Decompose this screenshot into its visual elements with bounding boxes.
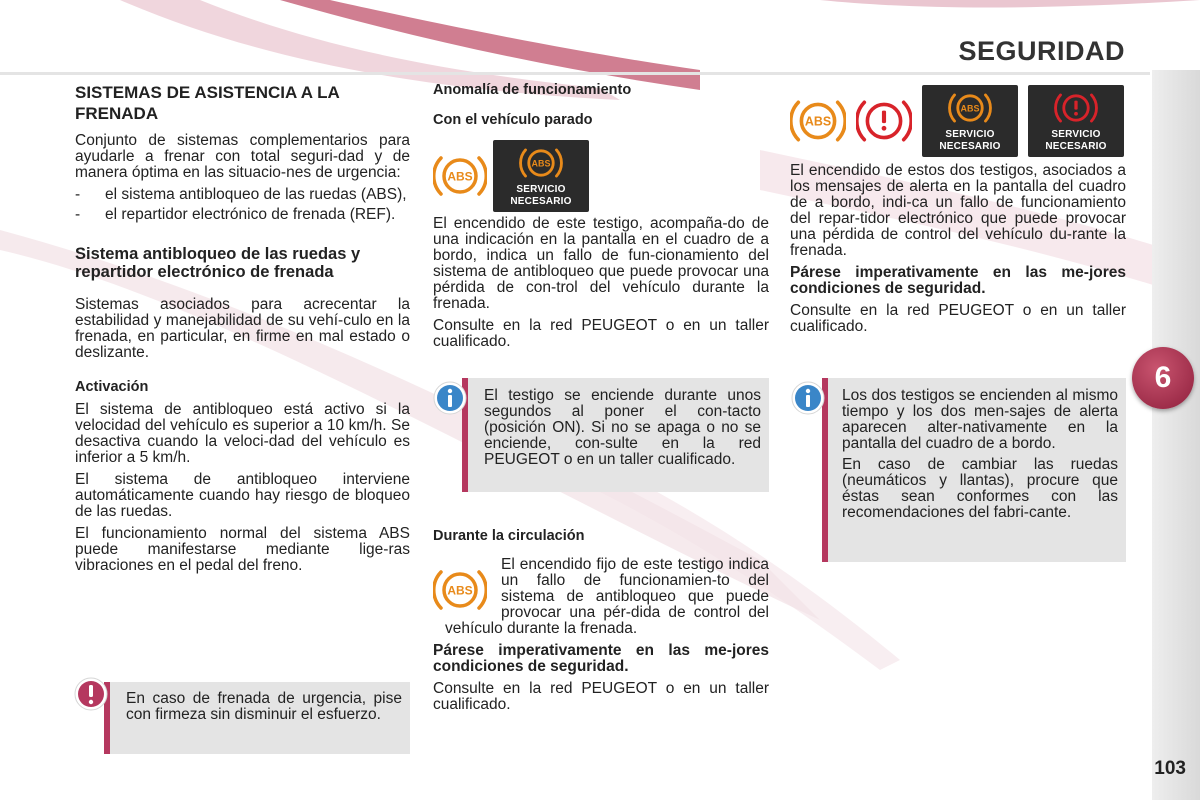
info-note	[462, 378, 769, 492]
svg-text:ABS: ABS	[804, 114, 832, 129]
warning-icon-row	[790, 85, 1126, 157]
svg-text:ABS: ABS	[531, 158, 551, 169]
info-note-text: En caso de cambiar las ruedas (neumáticos y llantas), procure que éstas sean conformes con las recomendaciones del fabri-cante.	[842, 456, 1118, 521]
chapter-tab[interactable]: 6	[1132, 347, 1194, 409]
system-list	[75, 187, 410, 223]
activation-paragraph: El sistema de antibloqueo está activo si la velocidad del vehículo es superior a 10 km/h. Se desactiva cuando la veloci-dad del vehículo es inferior a 5 km/h.	[75, 401, 410, 466]
abs-warning-icon	[433, 563, 487, 617]
column-3	[790, 82, 1126, 341]
intro-paragraph: Conjunto de sistemas complementarios para ayudarle a frenar con total seguri-dad y de manera óptima en las situacio-nes de urgencia:	[75, 132, 410, 181]
servicio-necesario-abs-badge	[493, 140, 589, 212]
ref-paragraph: El encendido de estos dos testigos, asociados a los mensajes de alerta en la pantalla del cuadro de a bordo, indi-ca un fallo de funcionamiento del repar-tidor electrónico que puede provocar una pérdida de control del vehículo du-rante la frenada.	[790, 162, 1126, 259]
info-icon	[433, 381, 467, 415]
parked-icon-row	[433, 140, 769, 212]
info-icon	[791, 381, 825, 415]
info-note-text: Los dos testigos se encienden al mismo tiempo y los dos men-sajes de alerta aparecen alter-nativamente en la pantalla del cuadro de a bordo.	[842, 387, 1118, 452]
driving-stop-warning: Párese imperativamente en las me-jores condiciones de seguridad.	[433, 642, 769, 675]
systems-paragraph: Sistemas asociados para acrecentar la estabilidad y manejabilidad de su vehí-culo en la frenada, en particular, en firme en mal estado o deslizante.	[75, 296, 410, 361]
section-heading: SISTEMAS DE ASISTENCIA A LA FRENADA	[75, 83, 340, 123]
warning-note-text: En caso de frenada de urgencia, pise con firmeza sin disminuir el esfuerzo.	[126, 690, 402, 723]
list-item: - el sistema antibloqueo de las ruedas (ABS),	[75, 187, 410, 203]
badge-label-line1: SERVICIO	[945, 129, 995, 140]
list-item: - el repartidor electrónico de frenada (REF).	[75, 207, 410, 223]
parked-consult: Consulte en la red PEUGEOT o en un taller cualificado.	[433, 317, 769, 350]
svg-text:ABS: ABS	[447, 169, 473, 184]
ref-stop-warning: Párese imperativamente en las me-jores condiciones de seguridad.	[790, 264, 1126, 297]
parked-paragraph: El encendido de este testigo, acompaña-do de una indicación en la pantalla en el cuadro de a bordo, indica un fallo de fun-cionamiento del sistema de antibloqueo que puede provocar una pérdida de con-trol del vehículo durante la frenada.	[433, 215, 769, 312]
servicio-necesario-brake-badge	[1028, 85, 1124, 157]
badge-label-line2: NECESARIO	[939, 141, 1001, 152]
badge-label-line1: SERVICIO	[516, 184, 566, 195]
header-rule	[0, 72, 1150, 75]
svg-text:ABS: ABS	[960, 103, 980, 114]
driving-heading: Durante la circulación	[433, 528, 585, 544]
info-note	[822, 378, 1126, 562]
column-1	[75, 82, 410, 580]
page-number: 103	[1154, 758, 1186, 779]
subsection-heading: Sistema antibloqueo de las ruedas y repartidor electrónico de frenada	[75, 245, 361, 281]
activation-paragraph: El funcionamiento normal del sistema ABS puede manifestarse mediante lige-ras vibraciones en el pedal del freno.	[75, 525, 410, 574]
servicio-necesario-abs-badge	[922, 85, 1018, 157]
activation-heading: Activación	[75, 379, 149, 395]
side-band	[1152, 70, 1200, 800]
badge-label	[1045, 129, 1106, 153]
svg-text:ABS: ABS	[447, 583, 473, 598]
driving-paragraph: El encendido fijo de este testigo indica un fallo de funcionamien-to del sistema de antibloqueo que puede provocar una pér-dida de control del vehículo durante la frenada.	[445, 556, 769, 637]
abs-warning-icon	[519, 145, 563, 181]
parked-heading: Con el vehículo parado	[433, 112, 593, 128]
badge-label-line1: SERVICIO	[1051, 129, 1101, 140]
abs-warning-icon	[433, 149, 487, 203]
badge-label	[939, 129, 1000, 153]
badge-label	[510, 184, 571, 208]
driving-consult: Consulte en la red PEUGEOT o en un taller cualificado.	[433, 680, 769, 713]
section-title: SEGURIDAD	[958, 36, 1125, 66]
brake-alert-icon	[856, 93, 912, 149]
malfunction-heading: Anomalía de funcionamiento	[433, 82, 632, 98]
abs-warning-icon	[948, 90, 992, 126]
warning-note	[104, 682, 410, 754]
ref-consult: Consulte en la red PEUGEOT o en un taller cualificado.	[790, 302, 1126, 335]
activation-paragraph: El sistema de antibloqueo interviene automáticamente cuando hay riesgo de bloqueo de las ruedas.	[75, 471, 410, 520]
abs-warning-icon	[790, 93, 846, 149]
badge-label-line2: NECESARIO	[1045, 141, 1107, 152]
brake-alert-icon	[1054, 90, 1098, 126]
info-note-text: El testigo se enciende durante unos segundos al poner el con-tacto (posición ON). Si no se apaga o no se enciende, con-sulte en la red PEUGEOT o en un taller cualificado.	[484, 387, 761, 468]
exclamation-icon	[74, 677, 108, 711]
badge-label-line2: NECESARIO	[510, 196, 572, 207]
